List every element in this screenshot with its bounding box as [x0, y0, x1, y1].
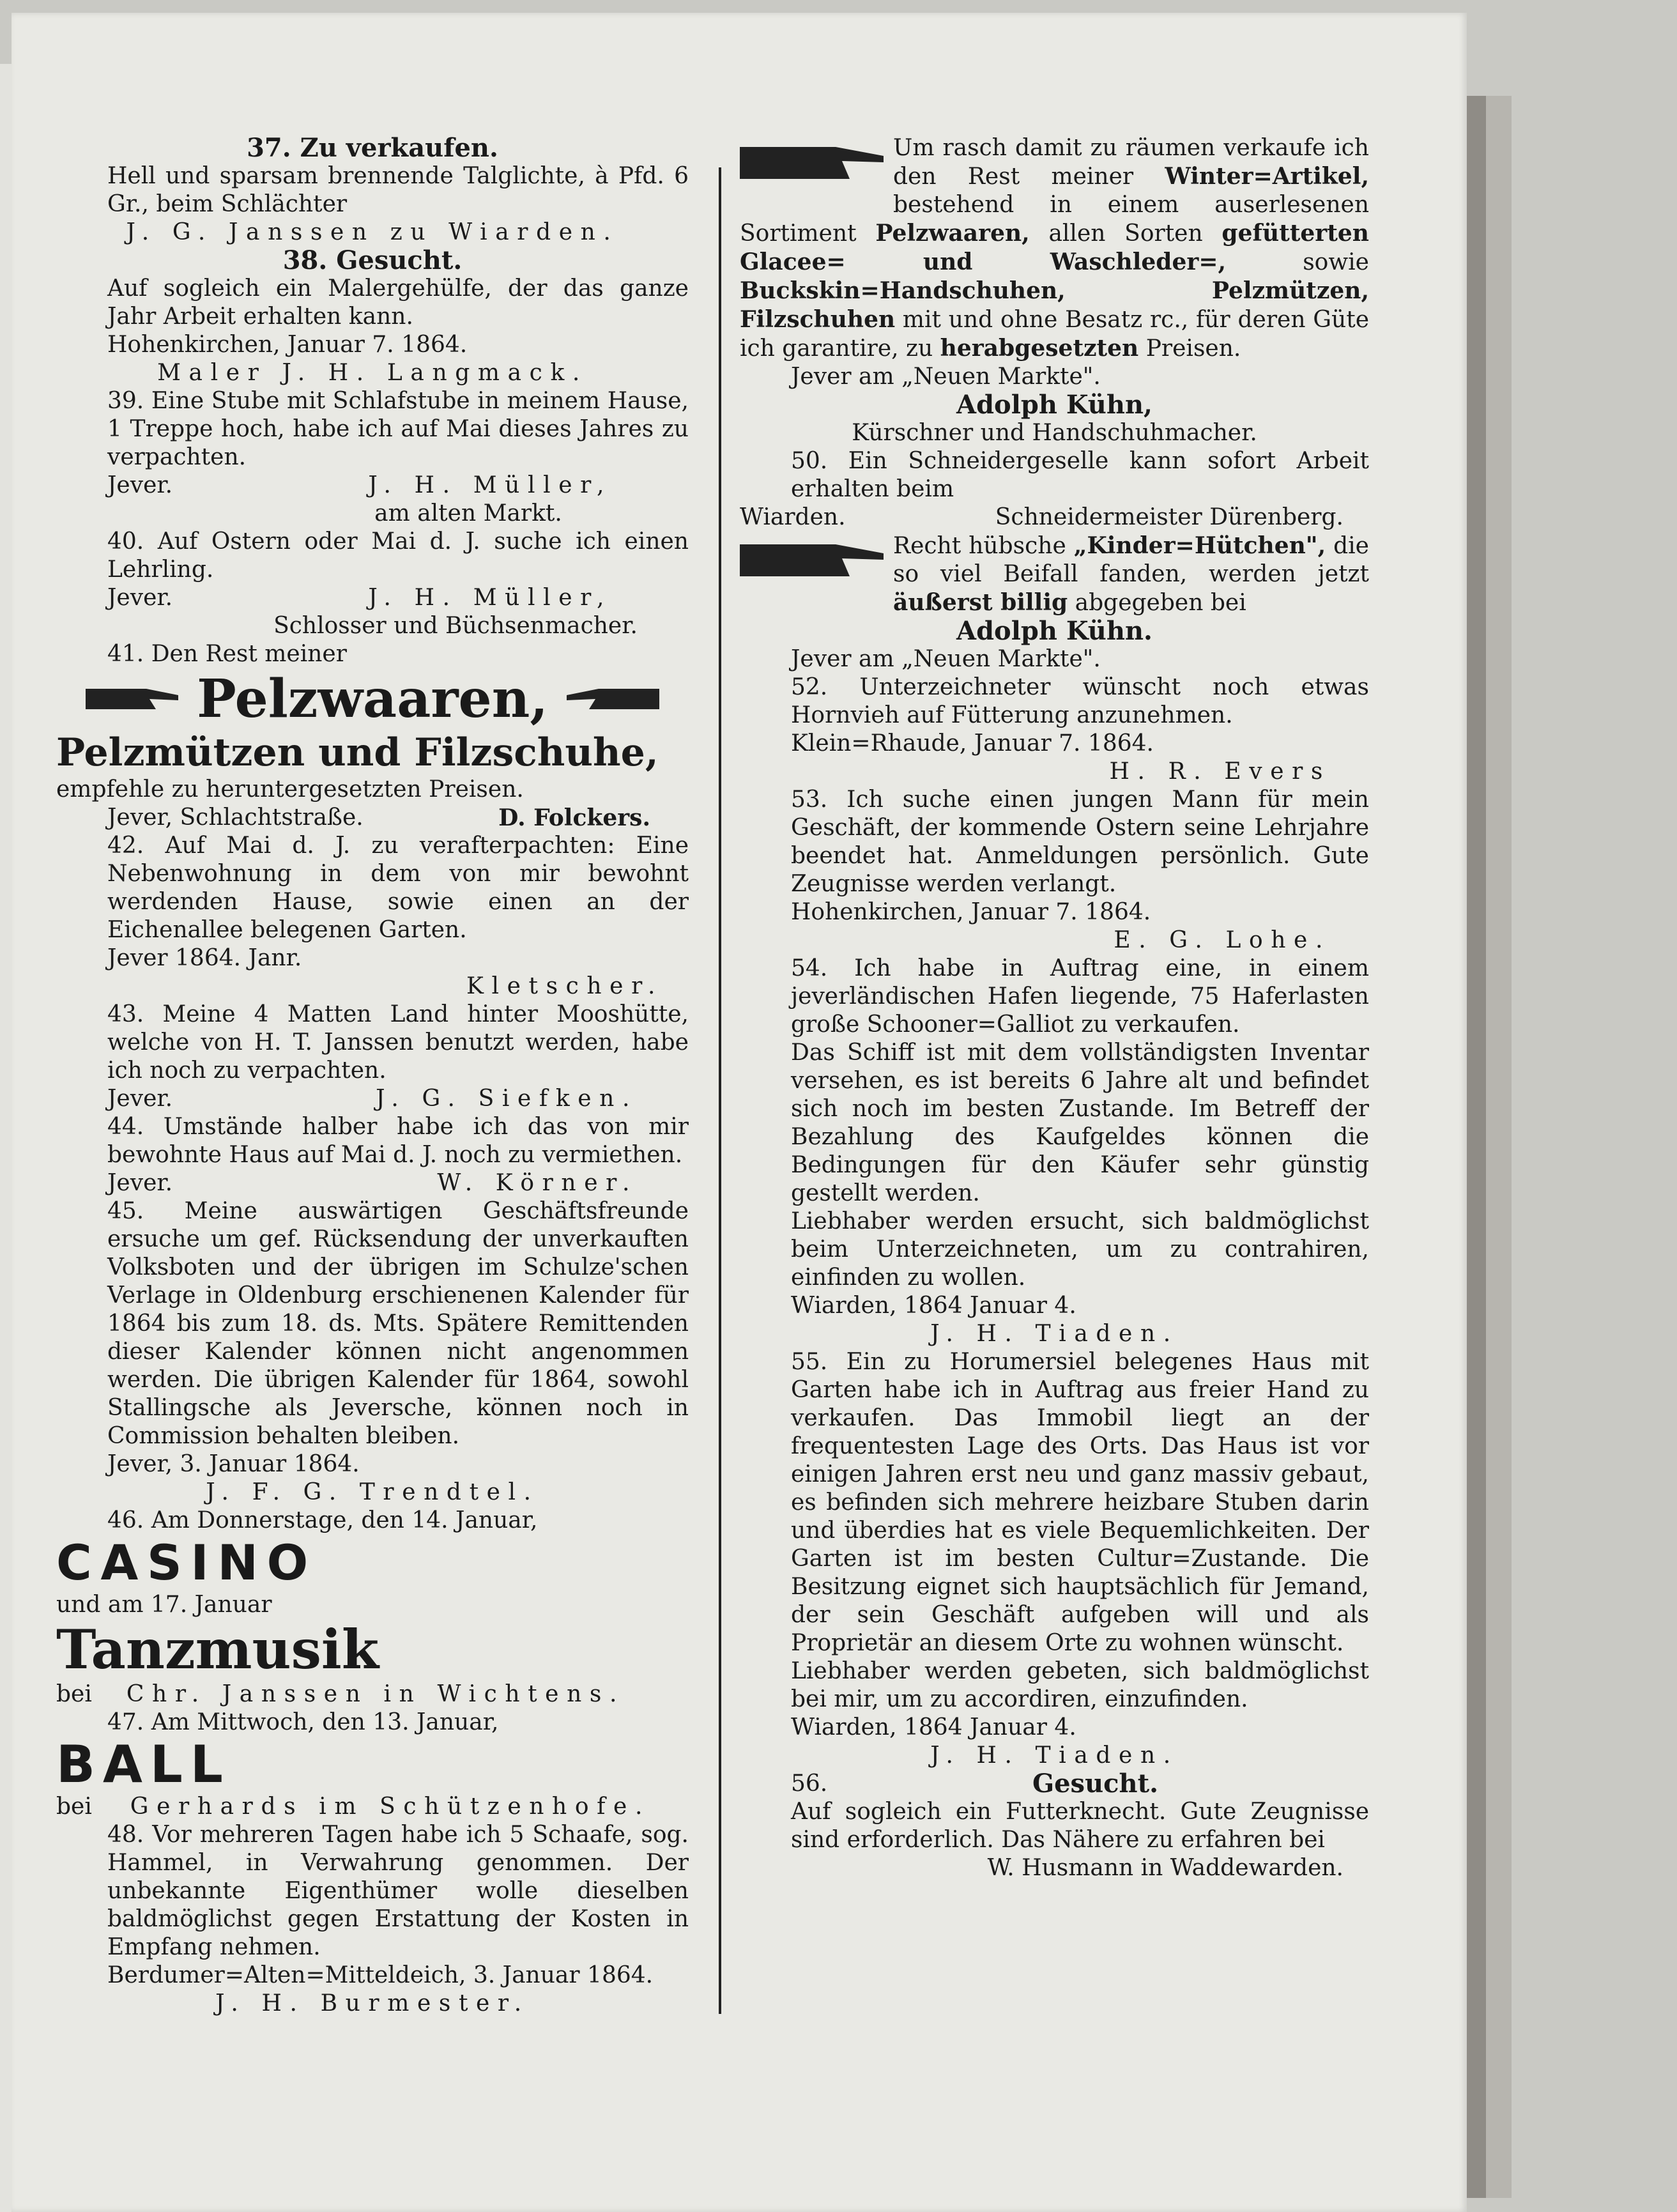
ad-place: Jever. — [107, 1170, 173, 1196]
ad-place: Wiarden. — [740, 504, 846, 530]
ad-text: 44. Umstände halber habe ich das von mir bewohnte Haus auf Mai d. J. noch zu vermiethen. — [107, 1114, 689, 1168]
ad-text: 47. Am Mittwoch, den 13. Januar, — [107, 1709, 499, 1735]
page-block-edge-outer — [1486, 96, 1512, 2198]
ad-text: und am 17. Januar — [56, 1592, 272, 1618]
ad-text: die so viel Beifall fanden, werden jetzt — [893, 533, 1369, 587]
ad-signature: J. H. Burmester. — [215, 1990, 530, 2016]
ad-53 — [740, 786, 1369, 955]
ad-text: Hell und sparsam brennende Talglichte, à Pfd. 6 Gr., beim Schlächter — [107, 163, 689, 217]
ad-signature-line2: Kürschner und Handschuhmacher. — [852, 420, 1257, 446]
ad-37 — [56, 134, 689, 247]
ad-text: 42. Auf Mai d. J. zu verafterpachten: Eine Nebenwohnung in dem von mir bewohnt werdenden Hause, sowie einen an der Eichenallee belegenen Garten. — [107, 833, 689, 943]
pointing-hand-right-icon — [86, 680, 181, 718]
ad-text: 50. Ein Schneidergeselle kann sofort Arbeit erhalten beim — [791, 448, 1369, 502]
ad-place: Berdumer=Alten=Mitteldeich, 3. Januar 1864. — [107, 1962, 654, 1988]
ad-text: 39. Eine Stube mit Schlafstube in meinem Hause, 1 Treppe hoch, habe ich auf Mai dieses Jahres zu verpachten. — [107, 388, 689, 470]
ad-text: Preisen. — [1145, 335, 1241, 362]
ad-signature: J. G. Siefken. — [376, 1086, 638, 1112]
ad-56 — [740, 1770, 1369, 1882]
ad-text: Liebhaber werden gebeten, sich baldmöglichst bei mir, um zu accordiren, einzufinden. — [791, 1658, 1369, 1712]
previous-page-edge — [0, 64, 13, 2212]
pointing-hand-left-icon — [563, 680, 659, 718]
ad-bold-text: Buckskin=Handschuhen, Pelzmützen, Filzschuhen — [740, 277, 1369, 333]
ad-signature: J. H. Müller, — [368, 472, 612, 498]
ad-55 — [740, 1348, 1369, 1770]
ad-signature: W. Körner. — [437, 1170, 638, 1196]
ad-text: empfehle zu heruntergesetzten Preisen. — [56, 776, 524, 803]
ad-bei: bei — [56, 1681, 92, 1707]
ad-38 — [56, 247, 689, 387]
ad-signature: J. F. G. Trendtel. — [206, 1479, 539, 1505]
ad-47 — [56, 1709, 689, 1821]
ad-place: Jever 1864. Janr. — [107, 945, 302, 971]
ad-45 — [56, 1197, 689, 1507]
ad-place: Wiarden, 1864 Januar 4. — [791, 1714, 1076, 1740]
ad-subheadline: Pelzmützen und Filzschuhe, — [56, 730, 659, 775]
ad-place: Klein=Rhaude, Januar 7. 1864. — [791, 730, 1154, 757]
ad-text: 52. Unterzeichneter wünscht noch etwas Hornvieh auf Fütterung anzunehmen. — [791, 674, 1369, 728]
ad-text: 43. Meine 4 Matten Land hinter Mooshütte, welche von H. T. Janssen benutzt werden, habe ich noch zu verpachten. — [107, 1001, 689, 1084]
ad-headline-casino: CASINO — [56, 1534, 317, 1591]
ad-text: allen Sorten — [1048, 220, 1203, 247]
ad-signature: D. Folckers. — [498, 804, 650, 831]
ad-heading: Gesucht. — [1032, 1769, 1158, 1799]
ad-bold-text: Winter=Artikel, — [1165, 163, 1369, 190]
ad-49 — [740, 134, 1369, 447]
right-column — [740, 134, 1369, 1882]
ad-signature: J. G. Janssen zu Wiarden. — [126, 219, 619, 245]
ad-bold-text: herabgesetzten — [940, 335, 1139, 362]
column-rule — [719, 167, 721, 2014]
ad-headline: Pelzwaaren, — [197, 668, 548, 730]
ad-signature: Gerhards im Schützenhofe. — [130, 1793, 650, 1820]
ad-signature: Chr. Janssen in Wichtens. — [126, 1681, 625, 1707]
ad-39 — [56, 387, 689, 528]
ad-42 — [56, 832, 689, 1001]
ad-heading: 38. Gesucht. — [282, 245, 463, 275]
ad-51 — [740, 532, 1369, 673]
ad-place: Wiarden, 1864 Januar 4. — [791, 1293, 1076, 1319]
ad-text: 55. Ein zu Horumersiel belegenes Haus mit Garten habe ich in Auftrag aus freier Hand zu verkaufen. Das Immobil liegt an der frequentesten Lage des Orts. Das Haus ist vor einigen Jahren erst neu und ganz massiv gebaut, es befinden sich mehrere heizbare Stuben darin und überdies hat es viele Bequemlichkeiten. Der Garten ist im besten Cultur=Zustande. Die Besitzung eignet sich hauptsächlich für Jemand, der sein Geschäft aufgeben will und als Proprietär an diesem Orte zu wohnen wünscht. — [791, 1349, 1369, 1656]
ad-place: Jever am „Neuen Markte". — [791, 364, 1101, 390]
ad-50 — [740, 447, 1369, 532]
ad-52 — [740, 673, 1369, 786]
ad-text: bestehend in einem auserlesenen Sortiment — [740, 192, 1369, 247]
ad-48 — [56, 1821, 689, 2018]
ad-46 — [56, 1507, 689, 1709]
ad-text: 48. Vor mehreren Tagen habe ich 5 Schaafe, sog. Hammel, in Verwahrung genommen. Der unbekannte Eigenthümer wolle dieselben baldmöglichst gegen Erstattung der Kosten in Empfang nehmen. — [107, 1822, 689, 1960]
ad-bold-text: Pelzwaaren, — [875, 220, 1030, 247]
ad-43 — [56, 1001, 689, 1113]
ad-place: Jever. — [107, 472, 173, 498]
ad-place: Jever. — [107, 585, 173, 611]
ad-place: Jever, 3. Januar 1864. — [107, 1451, 360, 1477]
ad-headline-tanzmusik: Tanzmusik — [56, 1618, 379, 1681]
ad-bei: bei — [56, 1793, 92, 1820]
ad-text: abgegeben bei — [1075, 590, 1246, 616]
ad-signature: J. H. Tiaden. — [930, 1742, 1179, 1769]
ad-bold-text: gefütterten Glacee= und Waschleder=, — [740, 220, 1369, 275]
ad-text: Auf sogleich ein Malergehülfe, der das ganze Jahr Arbeit erhalten kann. — [107, 275, 689, 330]
ad-bold-text: „Kinder=Hütchen", — [1073, 532, 1326, 559]
ad-signature: W. Husmann in Waddewarden. — [987, 1855, 1344, 1881]
ad-signature: E. G. Lohe. — [1114, 927, 1331, 953]
ad-text: sowie — [1303, 249, 1369, 275]
ad-heading: 37. Zu verkaufen. — [247, 133, 498, 163]
ad-signature: Schneidermeister Dürenberg. — [995, 504, 1344, 530]
ad-place: Hohenkirchen, Januar 7. 1864. — [107, 332, 468, 358]
ad-text: Auf sogleich ein Futterknecht. Gute Zeugnisse sind erforderlich. Das Nähere zu erfahren bei — [791, 1799, 1369, 1853]
ad-text: Das Schiff ist mit dem vollständigsten Inventar versehen, es ist bereits 6 Jahre alt und befindet sich noch im besten Zustande. Im Betreff der Bezahlung des Kaufgeldes können die Bedingungen für den Käufer sehr günstig gestellt werden. — [791, 1040, 1369, 1206]
ad-place: Jever, Schlachtstraße. — [107, 804, 364, 831]
ad-54 — [740, 955, 1369, 1348]
ad-place: Jever. — [107, 1086, 173, 1112]
ad-headline-ball: BALL — [56, 1735, 231, 1794]
ad-text: Liebhaber werden ersucht, sich baldmöglichst beim Unterzeichneten, um zu contrahiren, einfinden zu wollen. — [791, 1208, 1369, 1291]
ad-44 — [56, 1113, 689, 1197]
ad-place: Hohenkirchen, Januar 7. 1864. — [791, 899, 1151, 925]
ad-text: Um rasch damit zu räumen verkaufe ich den Rest meiner — [893, 135, 1369, 190]
ad-signature: J. H. Müller, — [368, 585, 612, 611]
ad-text: 46. Am Donnerstage, den 14. Januar, — [107, 1507, 538, 1533]
ad-place: Jever am „Neuen Markte". — [791, 646, 1101, 672]
ad-signature: H. R. Evers — [1109, 758, 1331, 785]
ad-signature: Adolph Kühn. — [956, 616, 1152, 646]
ad-bold-text: äußerst billig — [893, 589, 1068, 616]
ad-text: mit und ohne Besatz rc., für deren Güte ich garantire, zu — [740, 307, 1369, 362]
ad-signature: Adolph Kühn, — [956, 390, 1152, 420]
ad-signature: Maler J. H. Langmack. — [157, 360, 588, 386]
ad-text: 41. Den Rest meiner — [107, 641, 347, 667]
ad-signature-line2: am alten Markt. — [374, 500, 562, 526]
left-column — [56, 134, 689, 2018]
ad-text: 40. Auf Ostern oder Mai d. J. suche ich einen Lehrling. — [107, 528, 689, 583]
ad-text: 53. Ich suche einen jungen Mann für mein Geschäft, der kommende Ostern seine Lehrjahre beendet hat. Anmeldungen persönlich. Gute Zeugnisse werden verlangt. — [791, 787, 1369, 897]
ad-number: 56. — [791, 1770, 828, 1797]
ad-text: 45. Meine auswärtigen Geschäftsfreunde ersuche um gef. Rücksendung der unverkauften Volksboten und der übrigen im Schulze'schen Verlage in Oldenburg erschienenen Kalender für 1864 bis zum 18. ds. Mts. Spätere Remittenden dieser Kalender können nicht angenommen werden. Die übrigen Kalender für 1864, sowohl Stallingsche als Jeversche, können noch in Commission behalten bleiben. — [107, 1198, 689, 1449]
pointing-hand-right-icon — [740, 134, 887, 192]
pointing-hand-right-icon — [740, 532, 887, 589]
page-block-edge — [1467, 96, 1486, 2198]
ad-signature: Kletscher. — [466, 973, 663, 999]
ad-signature: J. H. Tiaden. — [930, 1321, 1179, 1347]
ad-text: 54. Ich habe in Auftrag eine, in einem jeverländischen Hafen liegende, 75 Haferlasten große Schooner=Galliot zu verkaufen. — [791, 955, 1369, 1038]
ad-41 — [56, 640, 689, 832]
ad-text: Recht hübsche — [893, 533, 1066, 559]
ad-signature-line2: Schlosser und Büchsenmacher. — [273, 613, 638, 639]
ad-40 — [56, 528, 689, 640]
